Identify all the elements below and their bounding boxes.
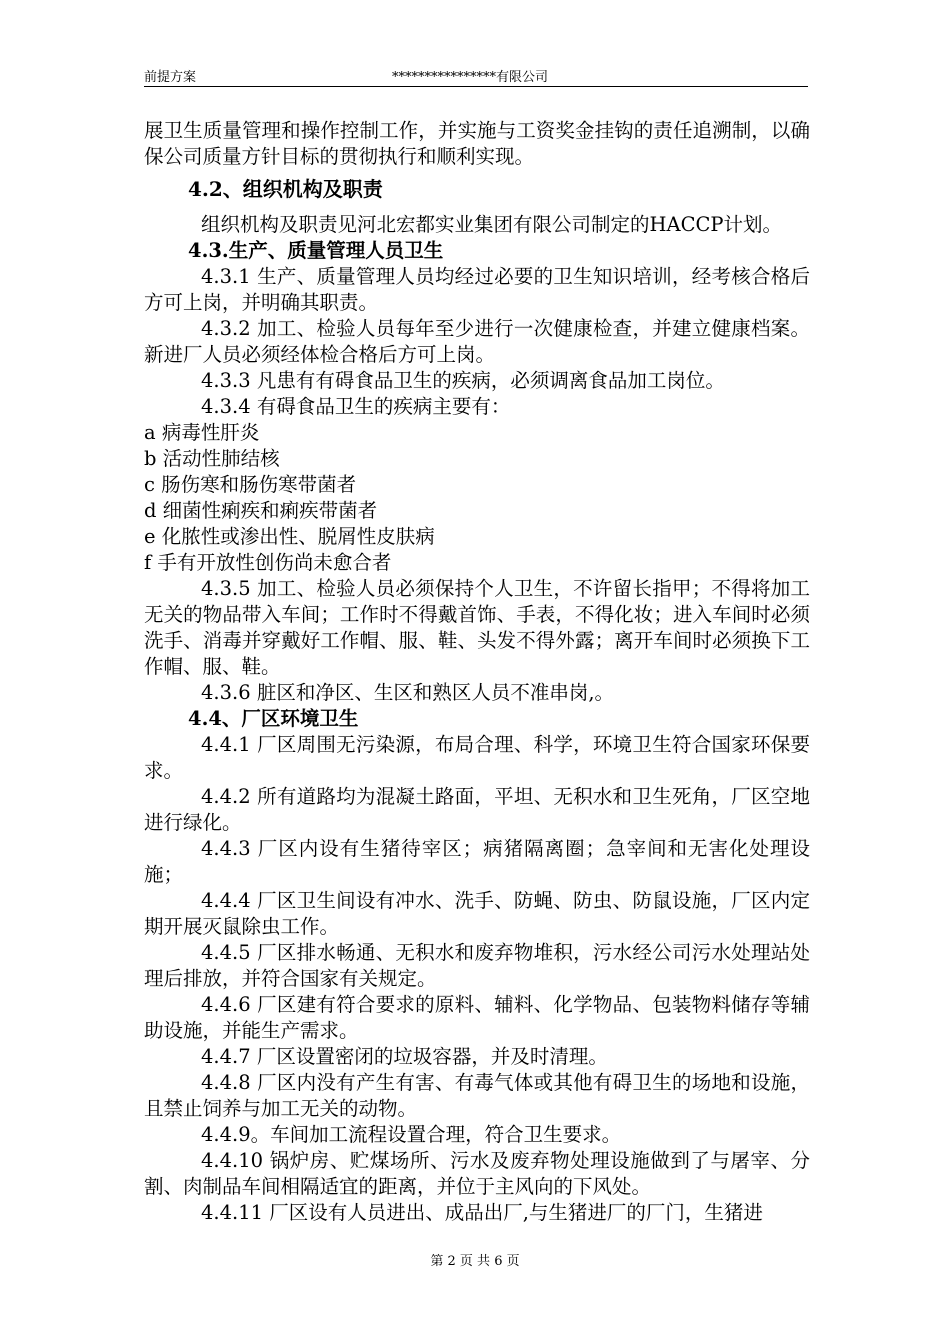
header-left-title: 前提方案 bbox=[144, 70, 197, 85]
paragraph: 4.4.9。车间加工流程设置合理，符合卫生要求。 bbox=[201, 1123, 622, 1146]
paragraph: 4.4.1 厂区周围无污染源，布局合理、科学，环境卫生符合国家环保要求。 bbox=[144, 733, 810, 782]
list-item: d 细菌性痢疾和痢疾带菌者 bbox=[144, 499, 378, 522]
section-heading-4-3: 4.3.生产、质量管理人员卫生 bbox=[188, 239, 444, 262]
paragraph: 展卫生质量管理和操作控制工作，并实施与工资奖金挂钩的责任追溯制，以确保公司质量方针目标的贯彻执行和顺利实现。 bbox=[144, 119, 810, 168]
paragraph: 4.3.5 加工、检验人员必须保持个人卫生，不许留长指甲；不得将加工无关的物品带入车间；工作时不得戴首饰、手表，不得化妆；进入车间时必须洗手、消毒并穿戴好工作帽、服、鞋、头发不得外露；离开车间时必须换下工作帽、服、鞋。 bbox=[144, 577, 810, 678]
paragraph: 4.3.4 有碍食品卫生的疾病主要有： bbox=[201, 395, 511, 418]
paragraph: 4.3.1 生产、质量管理人员均经过必要的卫生知识培训，经考核合格后方可上岗，并明确其职责。 bbox=[144, 265, 810, 314]
paragraph: 4.4.10 锅炉房、贮煤场所、污水及废弃物处理设施做到了与屠宰、分割、肉制品车间相隔适宜的距离，并位于主风向的下风处。 bbox=[144, 1149, 810, 1198]
paragraph: 组织机构及职责见河北宏都实业集团有限公司制定的HACCP计划。 bbox=[201, 213, 783, 236]
paragraph: 4.4.3 厂区内设有生猪待宰区；病猪隔离圈；急宰间和无害化处理设施； bbox=[144, 837, 810, 886]
section-heading-4-2: 4.2、组织机构及职责 bbox=[188, 177, 383, 201]
paragraph: 4.4.6 厂区建有符合要求的原料、辅料、化学物品、包装物料储存等辅助设施，并能生产需求。 bbox=[144, 993, 810, 1042]
list-item: e 化脓性或渗出性、脱屑性皮肤病 bbox=[144, 525, 435, 548]
paragraph: 4.3.6 脏区和净区、生区和熟区人员不准串岗,。 bbox=[201, 681, 615, 704]
list-item: f 手有开放性创伤尚未愈合者 bbox=[144, 551, 392, 574]
paragraph: 4.4.5 厂区排水畅通、无积水和废弃物堆积，污水经公司污水处理站处理后排放，并符合国家有关规定。 bbox=[144, 941, 810, 990]
paragraph: 4.4.8 厂区内没有产生有害、有毒气体或其他有碍卫生的场地和设施，且禁止饲养与加工无关的动物。 bbox=[144, 1071, 810, 1120]
list-item: c 肠伤寒和肠伤寒带菌者 bbox=[144, 473, 357, 496]
paragraph: 4.3.3 凡患有有碍食品卫生的疾病，必须调离食品加工岗位。 bbox=[201, 369, 725, 392]
paragraph: 4.4.11 厂区设有人员进出、成品出厂,与生猪进厂的厂门，生猪进 bbox=[201, 1201, 763, 1224]
page-header bbox=[144, 62, 808, 86]
list-item: b 活动性肺结核 bbox=[144, 447, 280, 470]
header-rule bbox=[144, 86, 808, 87]
list-item: a 病毒性肝炎 bbox=[144, 421, 260, 444]
paragraph: 4.4.4 厂区卫生间设有冲水、洗手、防蝇、防虫、防鼠设施，厂区内定期开展灭鼠除虫工作。 bbox=[144, 889, 810, 938]
header-company: ****************有限公司 bbox=[392, 70, 549, 85]
document-body bbox=[144, 118, 810, 1226]
page-footer: 第 2 页 共 6 页 bbox=[430, 1254, 520, 1269]
paragraph: 4.4.2 所有道路均为混凝土路面，平坦、无积水和卫生死角，厂区空地进行绿化。 bbox=[144, 785, 810, 834]
section-heading-4-4: 4.4、厂区环境卫生 bbox=[188, 707, 359, 730]
paragraph: 4.3.2 加工、检验人员每年至少进行一次健康检查，并建立健康档案。新进厂人员必须经体检合格后方可上岗。 bbox=[144, 317, 810, 366]
paragraph: 4.4.7 厂区设置密闭的垃圾容器，并及时清理。 bbox=[201, 1045, 608, 1068]
